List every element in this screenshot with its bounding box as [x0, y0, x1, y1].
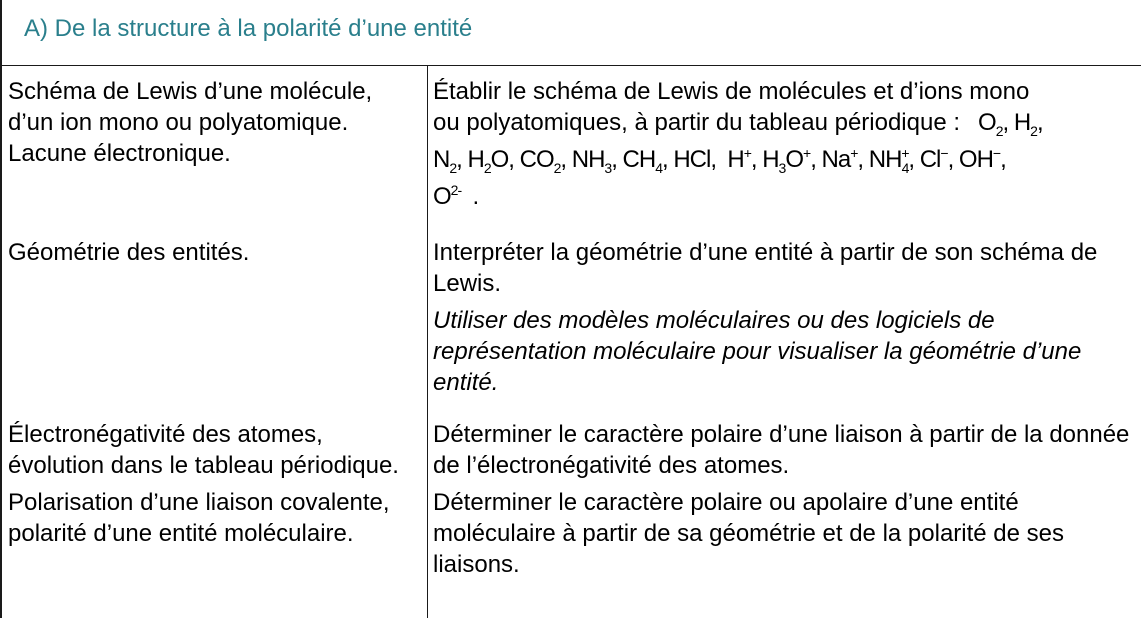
capacite-text: Interpréter la géométrie d’une entité à partir de son schéma de Lewis. [433, 239, 1098, 297]
capacite-text: Déterminer le caractère polaire d’une liaison à partir de la donnée de l’électronégativité des atomes. [433, 421, 1130, 479]
notions-cell-electronegativity [8, 419, 420, 549]
capacite-prefix: ou polyatomiques, à partir du tableau périodique : [433, 109, 961, 136]
capacites-cell-lewis [433, 76, 1137, 212]
capacite-experimental: Utiliser des modèles moléculaires ou des logiciels de représentation moléculaire pour visualiser la géométrie d’une entité. [433, 307, 1082, 396]
formula-list: $O_2$, $H_2$, [966, 109, 1043, 139]
notion-text: Schéma de Lewis d’une molécule, d’un ion mono ou polyatomique. [8, 78, 373, 136]
section-title: A) De la structure à la polarité d’une entité [24, 15, 473, 42]
capacite-text [433, 107, 1137, 138]
capacite-text: Déterminer le caractère polaire ou apolaire d’une entité moléculaire à partir de sa géométrie et de la polarité de ses liaisons. [433, 489, 1065, 578]
capacite-text: Établir le schéma de Lewis de molécules et d’ions mono [433, 78, 1030, 105]
notion-text: Lacune électronique. [8, 140, 231, 167]
capacites-cell-electronegativity [433, 419, 1137, 580]
formula-list: $O^{2-}$ . [433, 182, 479, 210]
notions-cell-lewis [8, 76, 420, 169]
table-left-border [0, 66, 2, 618]
notion-text: Électronégativité des atomes, évolution dans le tableau périodique. [8, 421, 399, 479]
notions-cell-geometry [8, 237, 420, 268]
notion-text: Géométrie des entités. [8, 239, 250, 266]
notion-text: Polarisation d’une liaison covalente, polarité d’une entité moléculaire. [8, 489, 390, 547]
formula-list: $N_2$, $H_2O$, $CO_2$, $NH_3$, $CH_4$, HCl, H+, $H_3O^+$, Na+, $NH^+_4$, Cl−, OH−, [433, 145, 1006, 176]
section-header [0, 0, 1141, 66]
column-divider [427, 66, 428, 618]
capacites-cell-geometry [433, 237, 1137, 398]
